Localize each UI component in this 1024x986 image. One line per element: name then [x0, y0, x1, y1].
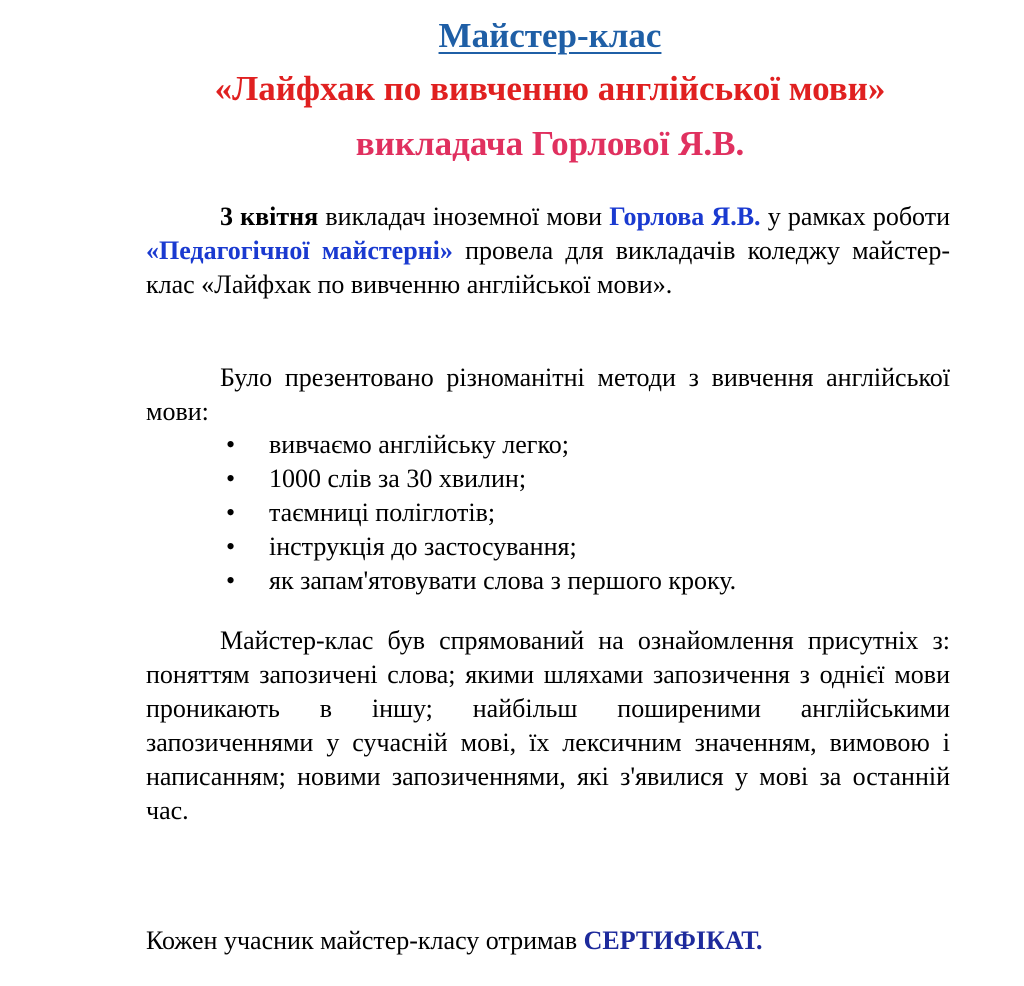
bullet-icon: • — [226, 498, 236, 527]
list-item-text: вивчаємо англійську легко; — [269, 430, 569, 459]
list-item — [146, 564, 950, 598]
list-item — [146, 530, 950, 564]
bullet-icon: • — [226, 532, 236, 561]
certificate-highlight: СЕРТИФІКАТ. — [583, 926, 763, 955]
bullet-icon: • — [226, 464, 236, 493]
teacher-name: Горлова Я.В. — [609, 202, 761, 231]
title-masterclass: Майстер-клас — [438, 16, 662, 55]
intro-text-b: у рамках роботи — [760, 202, 950, 231]
methods-list — [146, 428, 950, 598]
goals-text: Майстер-клас був спрямований на ознайомлення присутніх з: поняттям запозичені слова; якими шляхами запозичення з однієї мови проникають в іншу; найбільш поширеними англійськими запозиченнями у сучасній мові, їх лексичним значенням, вимовою і написанням; новими запозиченнями, які з'явилися у мові за останній час. — [146, 626, 950, 825]
event-date: 3 квітня — [220, 202, 319, 231]
paragraph-intro — [146, 200, 950, 302]
intro-text-a: викладач іноземної мови — [318, 202, 610, 231]
bullet-icon: • — [226, 566, 236, 595]
list-item — [146, 496, 950, 530]
list-item — [146, 462, 950, 496]
workshop-name: «Педагогічної майстерні» — [146, 236, 453, 265]
paragraph-methods — [146, 361, 950, 429]
list-item-text: 1000 слів за 30 хвилин; — [269, 464, 527, 493]
bullet-icon: • — [226, 430, 236, 459]
list-item-text: як запам'ятовувати слова з першого кроку. — [269, 566, 737, 595]
title-teacher: викладача Горлової Я.В. — [355, 124, 745, 163]
title-topic: «Лайфхак по вивченню англійської мови» — [214, 69, 886, 108]
methods-text: Було презентовано різноманітні методи з вивчення англійської мови: — [146, 363, 950, 426]
certificate-line — [146, 924, 763, 958]
list-item — [146, 428, 950, 462]
certificate-text: Кожен учасник майстер-класу отримав — [146, 926, 584, 955]
list-item-text: інструкція до застосування; — [269, 532, 577, 561]
paragraph-goals — [146, 624, 950, 828]
intro-text-c: провела для викладачів коледжу майстер-клас «Лайфхак по вивченню англійської мови». — [146, 236, 950, 299]
list-item-text: таємниці поліглотів; — [269, 498, 496, 527]
